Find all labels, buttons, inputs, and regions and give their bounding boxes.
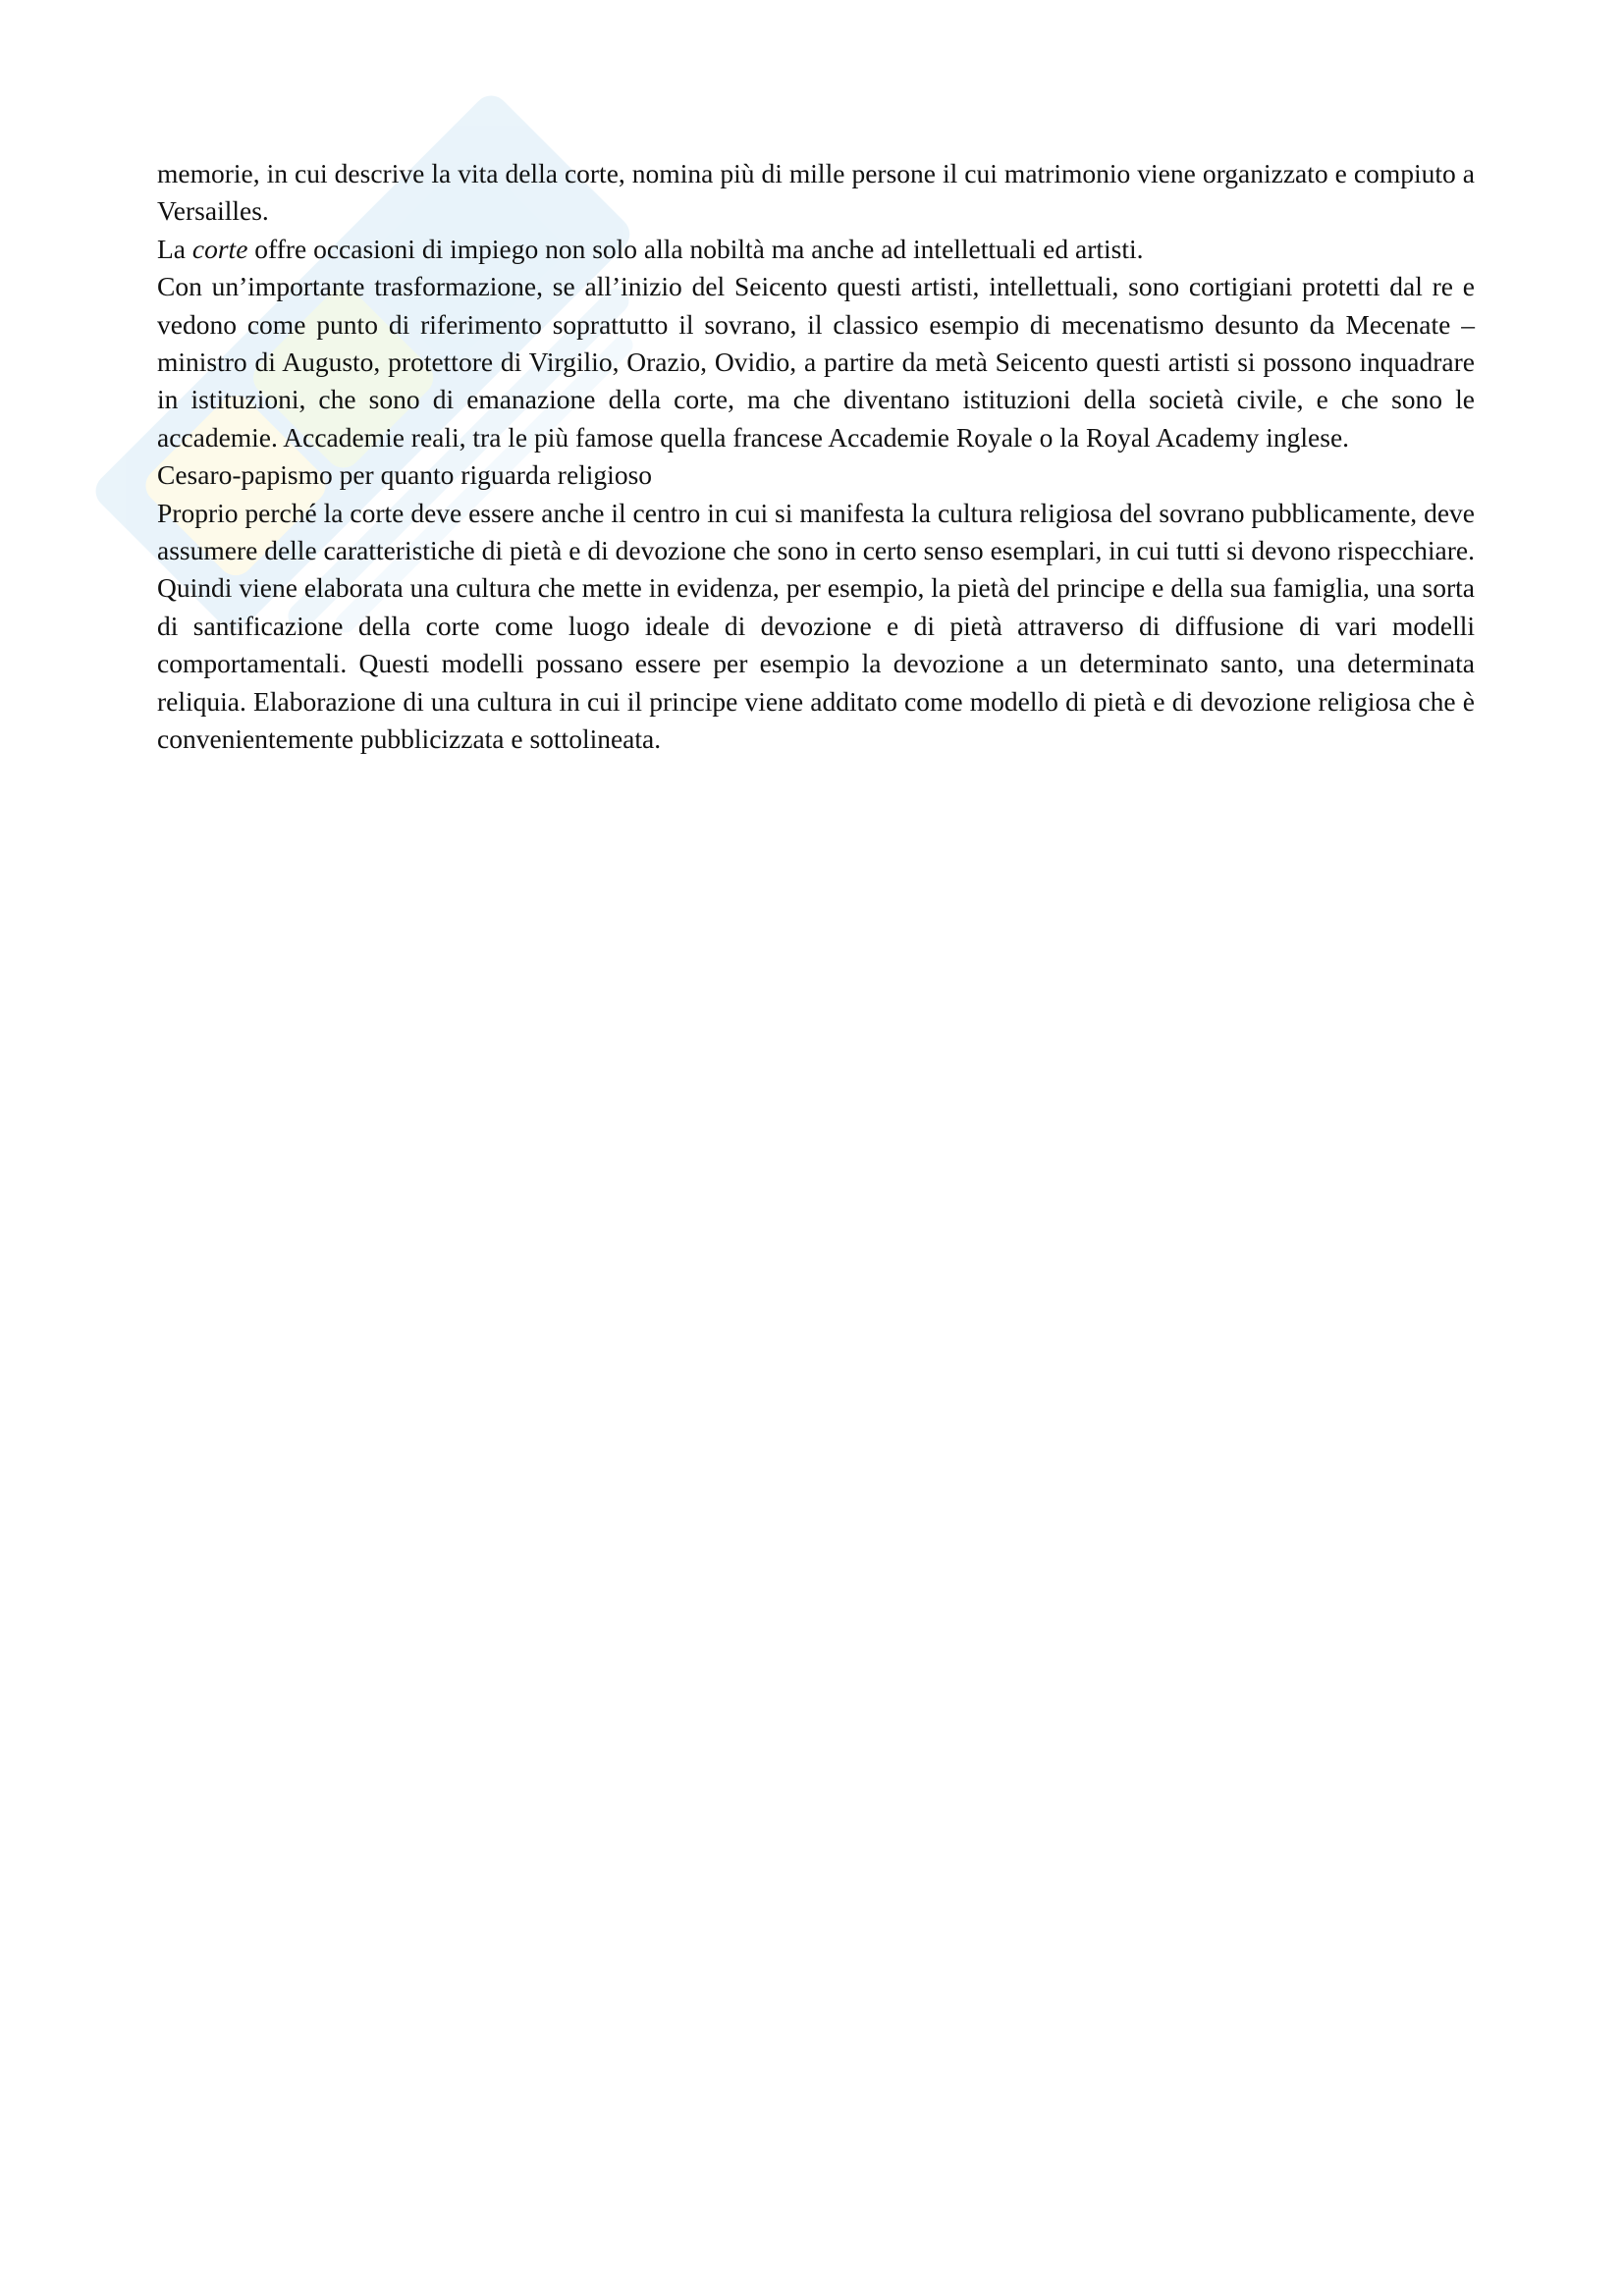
paragraph-2	[157, 231, 1475, 268]
paragraph-1: memorie, in cui descrive la vita della corte, nomina più di mille persone il cui matrimonio viene organizzato e compiuto a Versailles.	[157, 158, 1475, 227]
paragraph-3: Con un’importante trasformazione, se all’inizio del Seicento questi artisti, intellettuali, sono cortigiani protetti dal re e vedono come punto di riferimento soprattutto il sovrano, il classico esempio di mecenatismo desunto da Mecenate – ministro di Augusto, protettore di Virgilio, Orazio, Ovidio, a partire da metà Seicento questi artisti si possono inquadrare in istituzioni, che sono di emanazione della corte, ma che diventano istituzioni della società civile, e che sono le accademie. Accademie reali, tra le più famose quella francese Accademie Royale o la Royal Academy inglese.	[157, 271, 1475, 453]
document-body	[157, 155, 1475, 759]
paragraph-5: Proprio perché la corte deve essere anche il centro in cui si manifesta la cultura religiosa del sovrano pubblicamente, deve assumere delle caratteristiche di pietà e di devozione che sono in certo senso esemplari, in cui tutti si devono rispecchiare. Quindi viene elaborata una cultura che mette in evidenza, per esempio, la pietà del principe e della sua famiglia, una sorta di santificazione della corte come luogo ideale di devozione e di pietà attraverso di diffusione di vari modelli comportamentali. Questi modelli possano essere per esempio la devozione a un determinato santo, una determinata reliquia. Elaborazione di una cultura in cui il principe viene additato come modello di pietà e di devozione religiosa che è convenientemente pubblicizzata e sottolineata.	[157, 497, 1475, 755]
paragraph-2-prefix: La	[157, 233, 192, 264]
paragraph-2-suffix: offre occasioni di impiego non solo alla nobiltà ma anche ad intellettuali ed artisti.	[247, 233, 1144, 264]
italic-word-corte: corte	[191, 233, 248, 264]
paragraph-4: Cesaro-papismo per quanto riguarda religioso	[157, 459, 653, 491]
